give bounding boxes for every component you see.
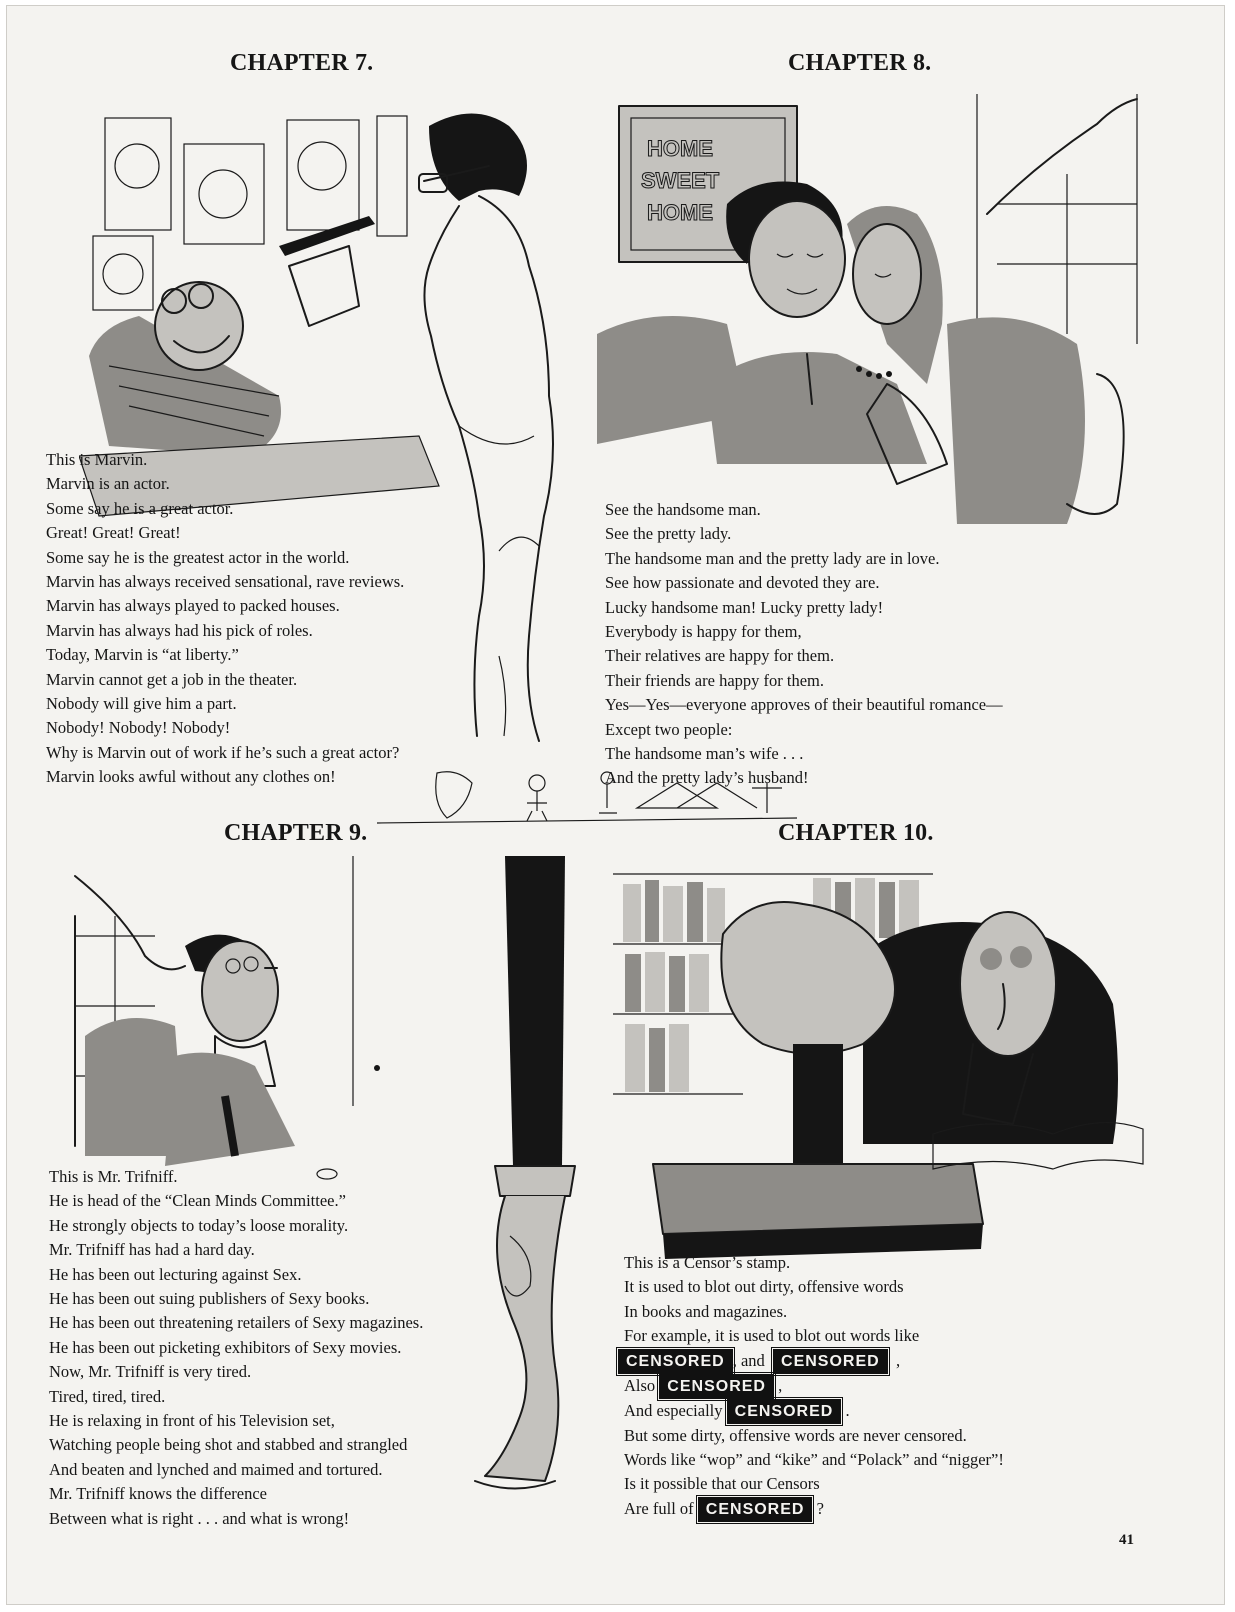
text-line: This is Mr. Trifniff. bbox=[49, 1167, 178, 1186]
text-line: Why is Marvin out of work if he’s such a great actor? bbox=[46, 742, 400, 762]
text-line: This is Marvin. bbox=[46, 450, 148, 469]
text-fragment: , bbox=[895, 1350, 901, 1370]
text-line: Marvin has always received sensational, rave reviews. bbox=[46, 572, 405, 592]
divider-doodle bbox=[377, 763, 807, 833]
text-line: Some say he is the greatest actor in the world. bbox=[46, 547, 350, 567]
text-line: He has been out threatening retailers of Sexy magazines. bbox=[49, 1313, 424, 1333]
sign-lettering: HOME bbox=[647, 200, 713, 225]
text-line: Between what is right . . . and what is wrong! bbox=[49, 1508, 350, 1528]
chapter-10-title: CHAPTER 10. bbox=[778, 820, 934, 846]
text-line: See the pretty lady. bbox=[605, 524, 732, 544]
censor-stamp-cartoon bbox=[613, 864, 1153, 1264]
text-line: It is used to blot out dirty, offensive words bbox=[624, 1277, 904, 1297]
text-line: Marvin looks awful without any clothes on! bbox=[46, 767, 336, 787]
text-line: Now, Mr. Trifniff is very tired. bbox=[49, 1362, 252, 1382]
text-line: Nobody will give him a part. bbox=[46, 694, 237, 714]
text-line: He strongly objects to today’s loose morality. bbox=[49, 1215, 349, 1235]
chapter-8-title: CHAPTER 8. bbox=[788, 50, 932, 76]
text-line: The handsome man and the pretty lady are in love. bbox=[605, 548, 940, 568]
couple-cartoon bbox=[597, 84, 1157, 524]
chapter-8-text bbox=[605, 498, 1003, 791]
chapter-10-illustration bbox=[613, 864, 1153, 1264]
text-fragment: . bbox=[845, 1400, 850, 1420]
text-line: Watching people being shot and stabbed and strangled bbox=[49, 1435, 408, 1455]
chapter-7-text bbox=[46, 448, 404, 790]
text-line: Yes—Yes—everyone approves of their beautiful romance— bbox=[605, 695, 1003, 715]
censored-stamp: CENSORED bbox=[773, 1349, 888, 1374]
text-line: Everybody is happy for them, bbox=[605, 622, 802, 642]
magazine-page bbox=[6, 5, 1225, 1605]
text-fragment: , and bbox=[732, 1350, 765, 1370]
text-line: Great! Great! Great! bbox=[46, 523, 181, 543]
text-line: Tired, tired, tired. bbox=[49, 1386, 166, 1406]
sign-lettering: SWEET bbox=[641, 168, 720, 193]
sign-lettering: HOME bbox=[647, 136, 713, 161]
text-line: He is relaxing in front of his Television set, bbox=[49, 1411, 335, 1431]
chapter-8-illustration bbox=[597, 84, 1157, 524]
text-line: Words like “wop” and “kike” and “Polack” and “nigger”! bbox=[624, 1450, 1004, 1470]
text-line: Is it possible that our Censors bbox=[624, 1474, 820, 1494]
text-line: And beaten and lynched and maimed and tortured. bbox=[49, 1459, 383, 1479]
censor-line-1 bbox=[618, 1349, 1004, 1374]
text-line: Today, Marvin is “at liberty.” bbox=[46, 645, 239, 665]
text-line: This is a Censor’s stamp. bbox=[624, 1253, 791, 1272]
page-number: 41 bbox=[1119, 1532, 1134, 1548]
text-line: And the pretty lady’s husband! bbox=[605, 768, 809, 788]
text-line: Their relatives are happy for them. bbox=[605, 646, 835, 666]
text-line: Mr. Trifniff knows the difference bbox=[49, 1484, 267, 1504]
text-line: Their friends are happy for them. bbox=[605, 670, 824, 690]
censored-stamp: CENSORED bbox=[698, 1497, 813, 1522]
censored-stamp: CENSORED bbox=[659, 1374, 774, 1399]
text-line: Lucky handsome man! Lucky pretty lady! bbox=[605, 597, 884, 617]
censored-stamp: CENSORED bbox=[618, 1349, 733, 1374]
text-line: Marvin cannot get a job in the theater. bbox=[46, 669, 298, 689]
text-line: He has been out lecturing against Sex. bbox=[49, 1264, 302, 1284]
text-line: He has been out picketing exhibitors of Sexy movies. bbox=[49, 1337, 402, 1357]
text-fragment: , bbox=[778, 1375, 783, 1395]
chapter-9-title: CHAPTER 9. bbox=[224, 820, 368, 846]
chapter-10-text bbox=[624, 1251, 1004, 1522]
text-fragment: Are full of bbox=[624, 1498, 694, 1518]
text-line: Marvin has always played to packed houses. bbox=[46, 596, 340, 616]
text-line: But some dirty, offensive words are never censored. bbox=[624, 1425, 967, 1445]
censor-line-final bbox=[624, 1497, 1004, 1522]
text-line: Nobody! Nobody! Nobody! bbox=[46, 718, 231, 738]
chapter-9-text bbox=[49, 1165, 423, 1531]
text-fragment: Also bbox=[624, 1375, 656, 1395]
text-line: Mr. Trifniff has had a hard day. bbox=[49, 1240, 255, 1260]
censor-line-3 bbox=[624, 1399, 1004, 1424]
censor-line-2 bbox=[624, 1374, 1004, 1399]
text-line: Marvin is an actor. bbox=[46, 474, 170, 494]
censored-stamp: CENSORED bbox=[727, 1399, 842, 1424]
text-fragment: ? bbox=[816, 1498, 824, 1518]
text-line: Except two people: bbox=[605, 719, 733, 739]
text-line: See the handsome man. bbox=[605, 500, 761, 519]
text-fragment: And especially bbox=[624, 1400, 723, 1420]
text-line: See how passionate and devoted they are. bbox=[605, 573, 880, 593]
text-line: The handsome man’s wife . . . bbox=[605, 744, 804, 764]
text-line: In books and magazines. bbox=[624, 1301, 788, 1321]
text-line: Marvin has always had his pick of roles. bbox=[46, 620, 313, 640]
chapter-7-title: CHAPTER 7. bbox=[230, 50, 374, 76]
text-line: He is head of the “Clean Minds Committee.” bbox=[49, 1191, 346, 1211]
text-line: For example, it is used to blot out words like bbox=[624, 1326, 920, 1346]
text-line: He has been out suing publishers of Sexy books. bbox=[49, 1289, 370, 1309]
text-line: Some say he is a great actor. bbox=[46, 498, 234, 518]
